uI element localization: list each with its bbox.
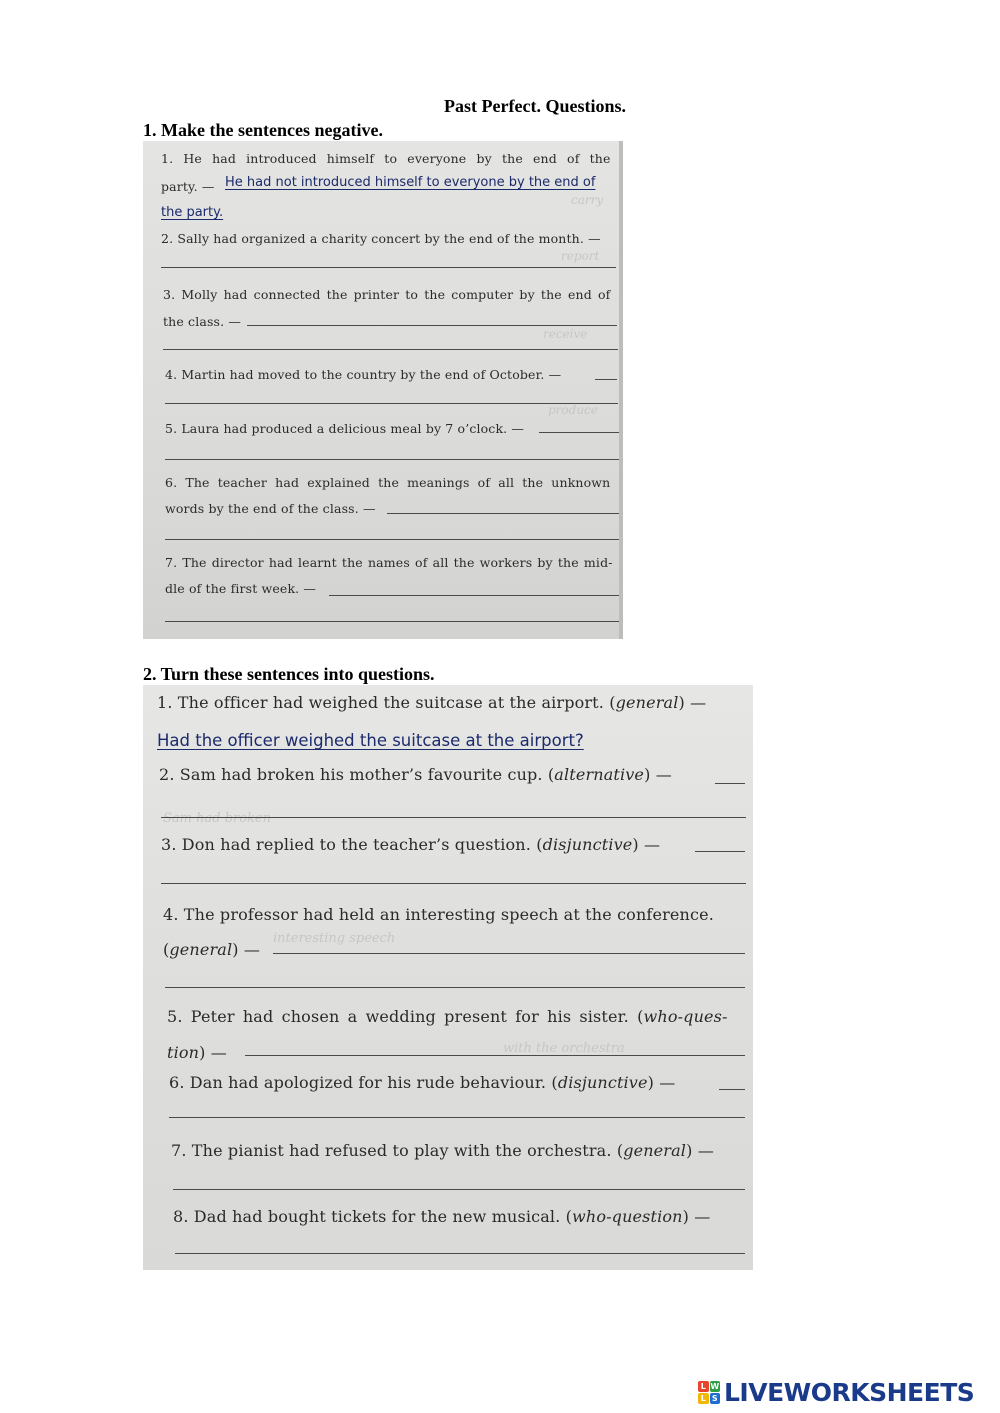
question-5-type-cont: tion <box>167 1043 200 1062</box>
sentence-5: 5. Laura had produced a delicious meal by 7 o’clock. — <box>165 421 525 436</box>
answer-1-line-b[interactable]: the party. <box>161 205 224 220</box>
question-6: 6. Dan had apologized for his rude behaviour. (disjunctive) — <box>169 1073 676 1092</box>
question-2: 2. Sam had broken his mother’s favourite cup. (alternative) — <box>159 765 672 784</box>
page-title: Past Perfect. Questions. <box>444 96 626 116</box>
ghost-text: with the orchestra <box>503 1041 625 1056</box>
answer-line-5a[interactable] <box>539 432 619 433</box>
question-8-type: who-question <box>572 1207 683 1226</box>
exercise-2-photo <box>143 685 753 1270</box>
sentence-2: 2. Sally had organized a charity concert by the end of the month. — <box>161 231 601 246</box>
section-1-heading: 1. Make the sentences negative. <box>143 120 383 140</box>
answer-line-3b[interactable] <box>161 883 746 884</box>
sentence-4: 4. Martin had moved to the country by the end of October. — <box>165 367 562 382</box>
question-3: 3. Don had replied to the teacher’s question. (disjunctive) — <box>161 835 661 854</box>
answer-line-6b[interactable] <box>165 539 619 540</box>
question-2-text: 2. Sam had broken his mother’s favourite cup. <box>159 765 543 784</box>
answer-line-8[interactable] <box>175 1253 745 1254</box>
sentence-7-cont: dle of the first week. — <box>165 581 317 596</box>
question-1-text: 1. The officer had weighed the suitcase at the airport. <box>157 693 604 712</box>
logo-letter: L <box>698 1381 709 1392</box>
question-4: 4. The professor had held an interesting speech at the conference. <box>163 905 714 924</box>
sentence-3-cont: the class. — <box>163 314 241 329</box>
answer-line-7a[interactable] <box>329 595 619 596</box>
sentence-1-cont: party. — <box>161 179 215 194</box>
question-1-type: general <box>615 693 679 712</box>
answer-line-7b[interactable] <box>165 621 619 622</box>
answer-line-6a[interactable] <box>719 1089 745 1090</box>
question-1: 1. The officer had weighed the suitcase at the airport. (general) — <box>157 693 707 712</box>
question-6-text: 6. Dan had apologized for his rude behaviour. <box>169 1073 547 1092</box>
question-7-type: general <box>623 1141 687 1160</box>
question-4-type: general <box>169 940 233 959</box>
question-5-type: who-ques- <box>643 1007 728 1026</box>
brand-logo-icon <box>698 1381 720 1403</box>
question-7-text: 7. The pianist had refused to play with the orchestra. <box>171 1141 612 1160</box>
question-6-type: disjunctive <box>557 1073 648 1092</box>
section-2-heading: 2. Turn these sentences into questions. <box>143 664 435 684</box>
question-2-type: alternative <box>554 765 645 784</box>
answer-line-5[interactable] <box>245 1055 745 1056</box>
answer-line-7[interactable] <box>173 1189 745 1190</box>
answer-line-4a[interactable] <box>595 379 617 380</box>
logo-letter: W <box>710 1382 720 1391</box>
sentence-1: 1. He had introduced himself to everyone by the end of the <box>161 151 611 166</box>
ghost-text: carry <box>571 193 604 207</box>
question-7: 7. The pianist had refused to play with the orchestra. (general) — <box>171 1141 714 1160</box>
liveworksheets-logo <box>698 1378 974 1406</box>
sentence-3: 3. Molly had connected the printer to the computer by the end of <box>163 287 611 302</box>
answer-line-6b[interactable] <box>169 1117 745 1118</box>
answer-line-2b[interactable] <box>161 817 746 818</box>
sentence-6-cont: words by the end of the class. — <box>165 501 376 516</box>
exercise-1-photo <box>143 141 623 639</box>
answer-line-4b[interactable] <box>165 403 618 404</box>
page-edge <box>619 141 623 639</box>
answer-line-6a[interactable] <box>387 513 619 514</box>
answer-line-2a[interactable] <box>715 783 745 784</box>
ghost-text: receive <box>543 327 588 341</box>
question-3-text: 3. Don had replied to the teacher’s question. <box>161 835 531 854</box>
ghost-text: interesting speech <box>273 931 396 946</box>
question-3-type: disjunctive <box>542 835 633 854</box>
answer-line-4b[interactable] <box>165 987 745 988</box>
sentence-6: 6. The teacher had explained the meanings of all the unknown <box>165 475 611 490</box>
question-5: 5. Peter had chosen a wedding present for his sister. (who-ques- <box>167 1007 728 1026</box>
brand-text: LIVEWORKSHEETS <box>724 1377 975 1407</box>
ghost-text: Sam had broken <box>163 811 271 826</box>
answer-line-3a[interactable] <box>247 325 617 326</box>
answer-1-line-a[interactable]: He had not introduced himself to everyone by the end of <box>225 175 596 190</box>
question-8: 8. Dad had bought tickets for the new musical. (who-question) — <box>173 1207 711 1226</box>
answer-line-2[interactable] <box>161 267 616 268</box>
question-5-text: 5. Peter had chosen a wedding present for his sister. <box>167 1007 629 1026</box>
logo-letter: L <box>698 1393 709 1404</box>
question-5-cont: tion) — <box>167 1043 227 1062</box>
answer-line-4a[interactable] <box>273 953 745 954</box>
ghost-text: produce <box>548 403 598 417</box>
question-4-cont: (general) — <box>163 940 261 959</box>
ghost-text: report <box>561 249 600 263</box>
answer-line-3b[interactable] <box>163 349 618 350</box>
answer-line-5b[interactable] <box>165 459 619 460</box>
question-8-text: 8. Dad had bought tickets for the new musical. <box>173 1207 561 1226</box>
answer-1[interactable]: Had the officer weighed the suitcase at the airport? <box>157 731 584 750</box>
answer-line-3a[interactable] <box>695 851 745 852</box>
logo-letter: S <box>710 1393 721 1404</box>
sentence-7: 7. The director had learnt the names of all the workers by the mid- <box>165 555 613 570</box>
